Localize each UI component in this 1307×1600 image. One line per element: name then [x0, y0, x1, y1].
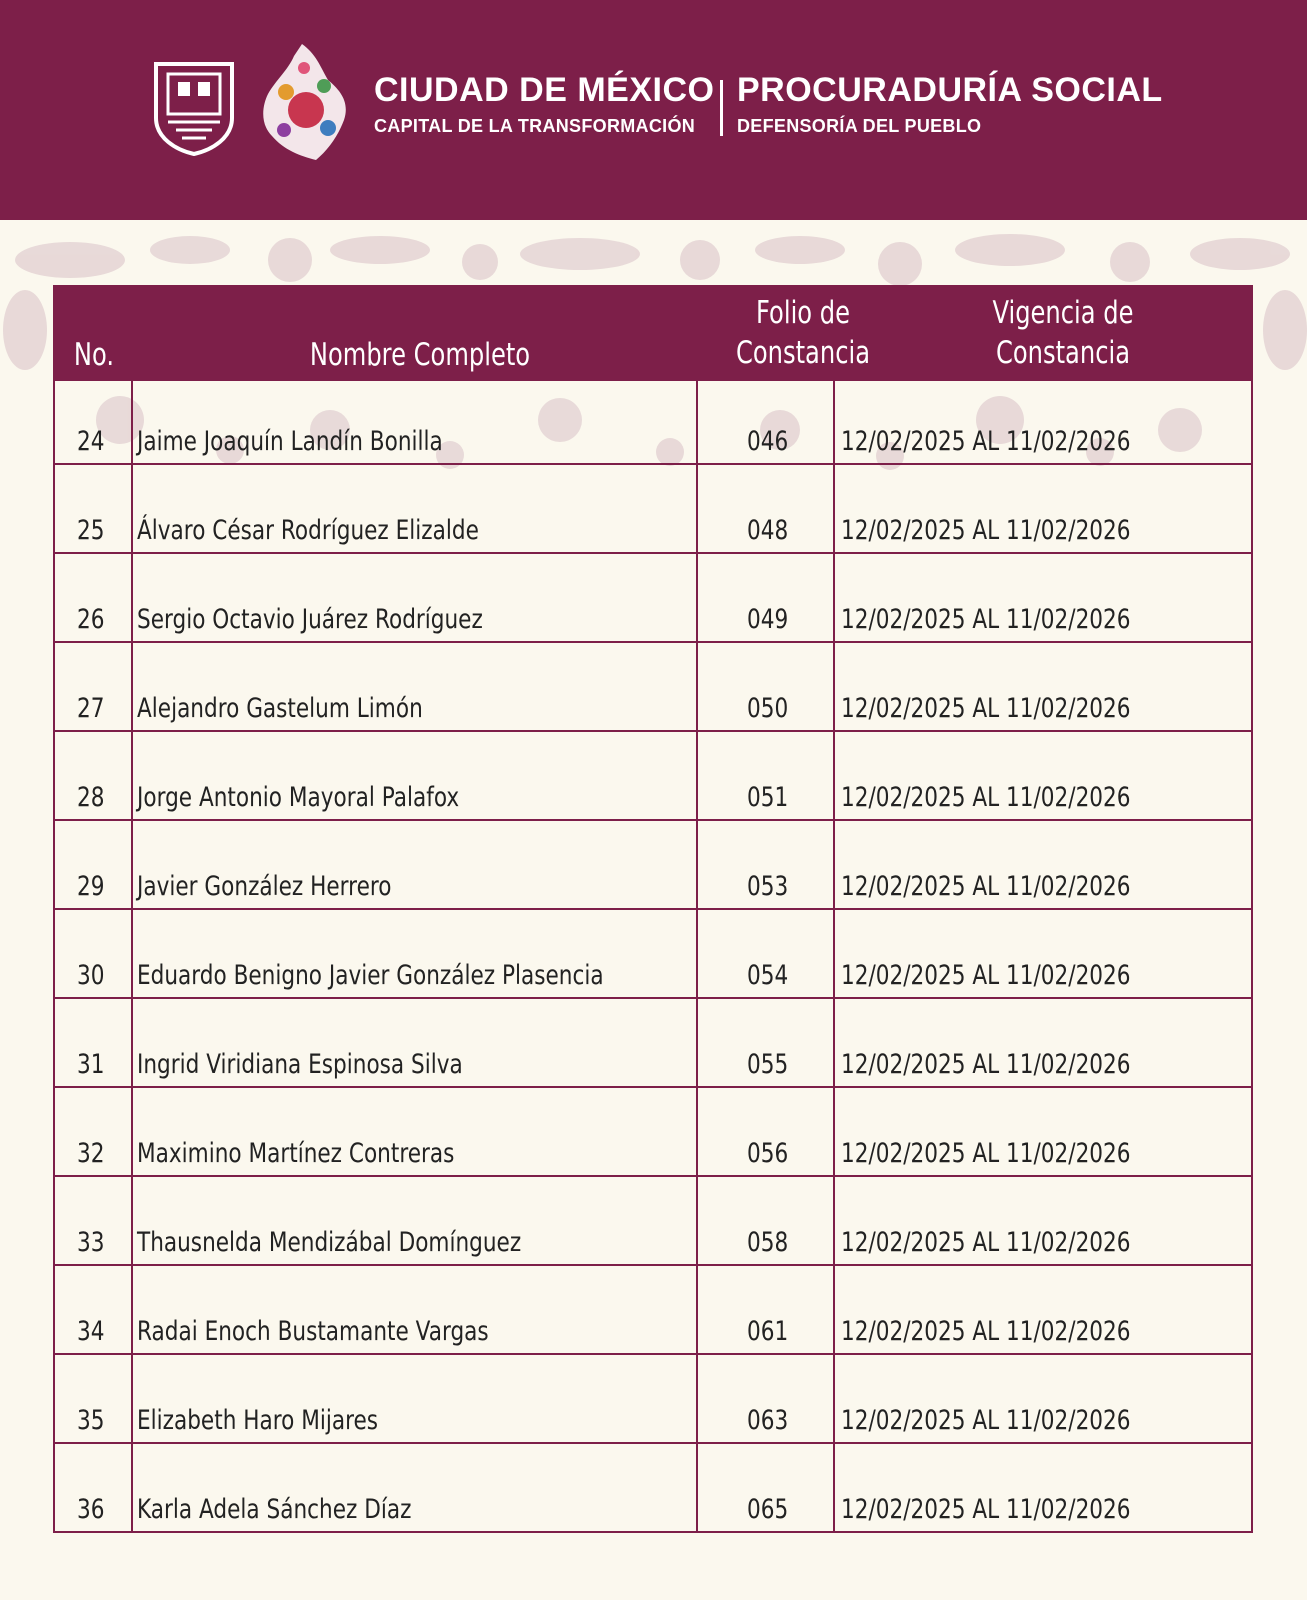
column-header-name: Nombre Completo: [309, 337, 531, 373]
cell-no: 28: [77, 782, 105, 813]
cell-vigencia: 12/02/2025 AL 11/02/2026: [841, 960, 1131, 991]
column-header-vigencia-line1: Vigencia de: [992, 295, 1134, 331]
cell-vigencia: 12/02/2025 AL 11/02/2026: [841, 1049, 1131, 1080]
cell-folio: 056: [747, 1138, 789, 1169]
cell-folio: 055: [747, 1049, 789, 1080]
table-row: [55, 554, 1251, 643]
cell-no: 35: [77, 1405, 105, 1436]
cell-folio: 058: [747, 1227, 789, 1258]
cell-vigencia: 12/02/2025 AL 11/02/2026: [841, 604, 1131, 635]
cell-folio: 051: [747, 782, 789, 813]
table-row: [55, 1444, 1251, 1533]
table-header: [53, 285, 1253, 381]
cell-no: 29: [77, 871, 105, 902]
column-header-folio: [716, 293, 891, 373]
cell-vigencia: 12/02/2025 AL 11/02/2026: [841, 1405, 1131, 1436]
org-block: [737, 70, 1163, 138]
column-divider: [131, 381, 133, 1533]
table-row: [55, 999, 1251, 1088]
column-header-vigencia-line2: Constancia: [995, 335, 1131, 371]
table-row: [55, 821, 1251, 910]
cell-no: 26: [77, 604, 105, 635]
cell-no: 30: [77, 960, 105, 991]
constancias-table: [53, 285, 1253, 1533]
cell-folio: 061: [747, 1316, 789, 1347]
cell-name: Javier González Herrero: [137, 871, 392, 902]
cell-folio: 048: [747, 515, 789, 546]
cell-no: 36: [77, 1494, 105, 1525]
cell-name: Jaime Joaquín Landín Bonilla: [137, 426, 443, 457]
cell-name: Elizabeth Haro Mijares: [137, 1405, 379, 1436]
cell-folio: 049: [747, 604, 789, 635]
table-row: [55, 732, 1251, 821]
table-row: [55, 1355, 1251, 1444]
cell-name: Jorge Antonio Mayoral Palafox: [137, 782, 460, 813]
table-row: [55, 465, 1251, 554]
column-divider: [696, 381, 698, 1533]
cell-name: Thausnelda Mendizábal Domínguez: [137, 1227, 522, 1258]
table-row: [55, 643, 1251, 732]
cell-no: 24: [77, 426, 105, 457]
column-header-folio-line1: Folio de: [756, 295, 850, 331]
cell-folio: 050: [747, 693, 789, 724]
cell-vigencia: 12/02/2025 AL 11/02/2026: [841, 426, 1131, 457]
cell-no: 31: [77, 1049, 105, 1080]
cell-name: Radai Enoch Bustamante Vargas: [137, 1316, 489, 1347]
cell-vigencia: 12/02/2025 AL 11/02/2026: [841, 871, 1131, 902]
column-divider: [833, 381, 835, 1533]
table-row: [55, 1266, 1251, 1355]
cell-name: Maximino Martínez Contreras: [137, 1138, 455, 1169]
cell-vigencia: 12/02/2025 AL 11/02/2026: [841, 1138, 1131, 1169]
cell-folio: 046: [747, 426, 789, 457]
column-header-folio-line2: Constancia: [735, 335, 871, 371]
column-header-vigencia: [907, 293, 1219, 373]
cdmx-map-logo: [258, 40, 354, 164]
cdmx-shield-logo: [152, 60, 236, 156]
cell-folio: 065: [747, 1494, 789, 1525]
cell-folio: 054: [747, 960, 789, 991]
table-row: [55, 381, 1251, 465]
cell-name: Sergio Octavio Juárez Rodríguez: [137, 604, 483, 635]
cell-folio: 053: [747, 871, 789, 902]
cell-vigencia: 12/02/2025 AL 11/02/2026: [841, 1316, 1131, 1347]
cell-vigencia: 12/02/2025 AL 11/02/2026: [841, 693, 1131, 724]
cell-vigencia: 12/02/2025 AL 11/02/2026: [841, 1494, 1131, 1525]
cell-name: Alejandro Gastelum Limón: [137, 693, 423, 724]
column-header-no: No.: [73, 337, 115, 373]
cell-folio: 063: [747, 1405, 789, 1436]
org-subtitle: DEFENSORÍA DEL PUEBLO: [737, 116, 982, 136]
cell-name: Eduardo Benigno Javier González Plasencia: [137, 960, 604, 991]
cell-name: Álvaro César Rodríguez Elizalde: [137, 515, 479, 546]
cell-no: 25: [77, 515, 105, 546]
cell-no: 27: [77, 693, 105, 724]
cell-vigencia: 12/02/2025 AL 11/02/2026: [841, 1227, 1131, 1258]
table-row: [55, 1177, 1251, 1266]
cell-no: 32: [77, 1138, 105, 1169]
cell-no: 34: [77, 1316, 105, 1347]
brand-title: CIUDAD DE MÉXICO: [374, 71, 715, 109]
table-body: [53, 381, 1253, 1533]
brand-subtitle: CAPITAL DE LA TRANSFORMACIÓN: [374, 116, 696, 136]
table-row: [55, 910, 1251, 999]
table-row: [55, 1088, 1251, 1177]
cell-vigencia: 12/02/2025 AL 11/02/2026: [841, 782, 1131, 813]
cell-name: Ingrid Viridiana Espinosa Silva: [137, 1049, 463, 1080]
cell-name: Karla Adela Sánchez Díaz: [137, 1494, 412, 1525]
brand-block: [374, 70, 714, 138]
cell-vigencia: 12/02/2025 AL 11/02/2026: [841, 515, 1131, 546]
brand-separator: [720, 80, 723, 136]
org-title: PROCURADURÍA SOCIAL: [737, 71, 1163, 109]
cell-no: 33: [77, 1227, 105, 1258]
